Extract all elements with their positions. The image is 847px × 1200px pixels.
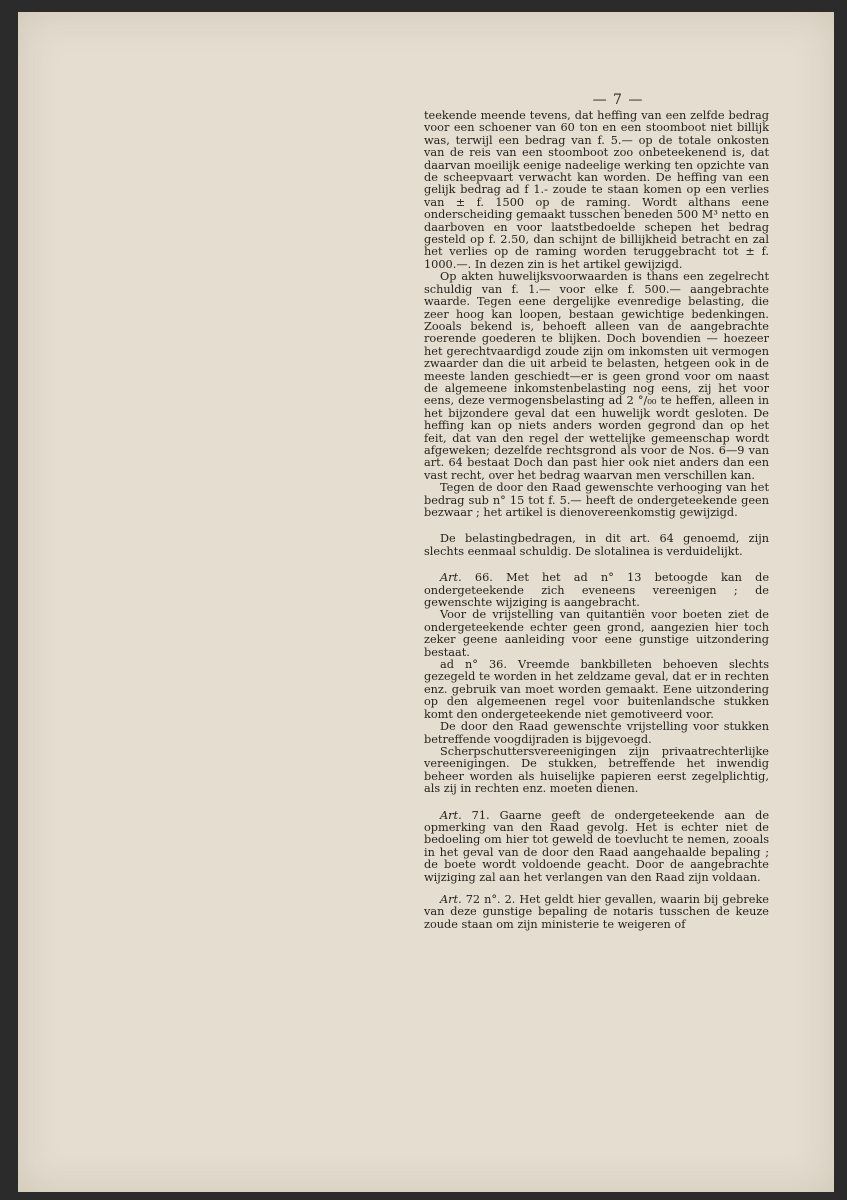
paragraph xyxy=(424,810,769,884)
paragraph-text: teekende meende tevens, dat heffing van een zelfde bedrag voor een schoener van 60 ton en een stoomboot niet billijk was, terwijl een bedrag van f. 5.— op de totale onkosten van de reis van een stoomboot zoo onbeteekenend is, dat daarvan moeilijk eenige nadeelige werking ten opzichte van de scheepvaart verwacht kan worden. De heffing van een gelijk bedrag ad f 1.- zoude te staan komen op een verlies van ± f. 1500 op de raming. Wordt althans eene onderscheiding gemaakt tusschen beneden 500 M³ netto en daarboven en voor laatstbedoelde schepen het bedrag gesteld op f. 2.50, dan schijnt de billijkheid betracht en zal het verlies op de raming worden teruggebracht tot ± f. 1000.—. In dezen zin is het artikel gewijzigd. xyxy=(424,109,769,271)
article-label: Art. xyxy=(440,892,462,906)
article-label: Art. xyxy=(440,571,462,585)
paragraph-text: ad n° 36. Vreemde bankbilleten behoeven slechts gezegeld te worden in het zeldzame geval, dat er in rechten enz. gebruik van moet worden gemaakt. Eene uitzondering op den algemeenen regel voor buitenlandsche stukken komt den ondergeteekende niet gemotiveerd voor. xyxy=(424,658,769,721)
paragraph xyxy=(424,746,769,796)
paragraph-text: Voor de vrijstelling van quitantiën voor boeten ziet de ondergeteekende echter geen grond, aangezien hier toch zeker geene aanleiding voor eene gunstige uitzondering bestaat. xyxy=(424,608,769,659)
paragraph xyxy=(424,721,769,746)
paragraph xyxy=(424,533,769,558)
paragraph-text: 66. Met het ad n° 13 betoogde kan de ondergeteekende zich eveneens vereenigen ; de gewenschte wijziging is aangebracht. xyxy=(424,571,770,610)
paragraph xyxy=(424,110,769,271)
paragraph xyxy=(424,659,769,721)
article-label: Art. xyxy=(440,808,462,822)
body-text xyxy=(424,110,769,931)
paragraph xyxy=(424,609,769,659)
paragraph-text: Op akten huwelijksvoorwaarden is thans een zegelrecht schuldig van f. 1.— voor elke f. 500.— aangebrachte waarde. Tegen eene dergelijke evenredige belasting, die zeer hoog kan loopen, bestaan gewichtige bedenkingen. Zooals bekend is, behoeft alleen van de aangebrachte roerende goederen te blijken. Doch bovendien — hoezeer het gerechtvaardigd zoude zijn om inkomsten uit vermogen zwaarder dan die uit arbeid te belasten, hetgeen ook in de meeste landen geschiedt—er is geen grond voor om naast de algemeene inkomstenbelasting nog eens, zij het voor eens, deze vermogensbelasting ad 2 °/₀₀ te heffen, alleen in het bijzondere geval dat een huwelijk wordt gesloten. De heffing kan op niets anders worden gegrond dan op het feit, dat van den regel der wettelijke gemeenschap wordt afgeweken; dezelfde rechtsgrond als voor de Nos. 6—9 van art. 64 bestaat Doch dan past hier ook niet anders dan een vast recht, over het bedrag waarvan men verschillen kan. xyxy=(424,270,769,482)
document-page xyxy=(18,12,834,1192)
paragraph-text: 72 n°. 2. Het geldt hier gevallen, waarin bij gebreke van deze gunstige bepaling de notaris tusschen de keuze zoude staan om zijn ministerie te weigeren of xyxy=(424,892,769,931)
paragraph xyxy=(424,894,769,931)
page-number: — 7 — xyxy=(592,92,644,108)
paragraph-text: Scherpschuttersvereenigingen zijn privaatrechterlijke vereenigingen. De stukken, betreffende het inwendig beheer worden als huiselijke papieren eerst zegelplichtig, als zij in rechten enz. moeten dienen. xyxy=(424,744,769,796)
paragraph xyxy=(424,271,769,482)
paragraph xyxy=(424,572,769,609)
paragraph-text: 71. Gaarne geeft de ondergeteekende aan de opmerking van den Raad gevolg. Het is echter niet de bedoeling om hier tot geweld de toevlucht te nemen, zooals in het geval van de door den Raad aangehaalde bepaling ; de boete wordt voldoende geacht. Door de aangebrachte wijziging zal aan het verlangen van den Raad zijn voldaan. xyxy=(424,808,770,884)
paragraph-text: De belastingbedragen, in dit art. 64 genoemd, zijn slechts eenmaal schuldig. De slotalinea is verduidelijkt. xyxy=(424,532,769,558)
paragraph-text: Tegen de door den Raad gewenschte verhooging van het bedrag sub n° 15 tot f. 5.— heeft de ondergeteekende geen bezwaar ; het artikel is dienovereenkomstig gewijzigd. xyxy=(424,481,769,519)
paragraph xyxy=(424,482,769,519)
paragraph-text: De door den Raad gewenschte vrijstelling voor stukken betreffende voogdijraden is bijgevoegd. xyxy=(424,720,769,746)
